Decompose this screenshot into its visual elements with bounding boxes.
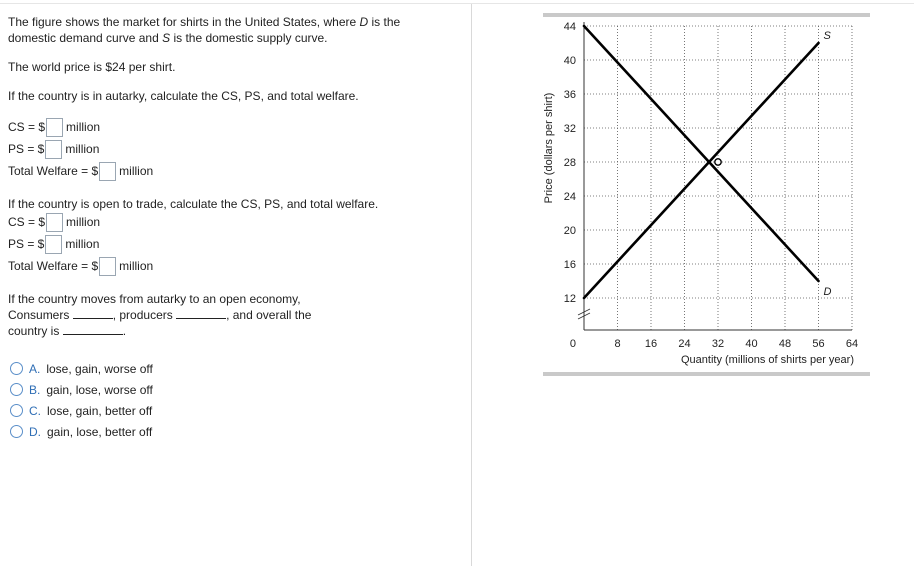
option-text: gain, lose, better off: [47, 425, 153, 439]
intro-text: is the: [368, 15, 401, 29]
option-text: lose, gain, worse off: [46, 362, 153, 376]
trade-tw-row: [8, 256, 153, 276]
intro-d-symbol: D: [359, 15, 369, 29]
radio-icon[interactable]: [10, 404, 23, 417]
consumers-text: Consumers: [8, 308, 70, 322]
trade-cs-row: [8, 212, 100, 232]
y-tick-label: 24: [563, 191, 576, 203]
option-c[interactable]: [10, 403, 152, 419]
x-tick-label: 48: [778, 338, 792, 350]
x-tick-label: 24: [678, 338, 691, 350]
s-curve-label: S: [823, 30, 831, 42]
x-tick-label: 56: [812, 338, 825, 350]
intro-line-2: [8, 30, 328, 46]
chart-panel: [540, 12, 872, 380]
y-axis-title: Price (dollars per shirt): [543, 92, 555, 204]
autarky-cs-row: [8, 117, 100, 137]
origin-label: 0: [569, 338, 576, 350]
chart-top-bar: [543, 13, 870, 17]
radio-icon[interactable]: [10, 362, 23, 375]
ps-label: PS = $: [8, 142, 45, 156]
option-text: lose, gain, better off: [47, 404, 153, 418]
world-price-text: The world price is $24 per shirt.: [8, 60, 176, 74]
move-prompt-line-3: [8, 323, 126, 339]
x-tick-label: 32: [711, 338, 725, 350]
market-chart: [540, 12, 872, 380]
intro-text: is the domestic supply curve.: [170, 31, 328, 45]
intro-text: The figure shows the market for shirts in the United States, where: [8, 15, 360, 29]
move-prompt-line-2: [8, 307, 311, 323]
option-b[interactable]: [10, 382, 153, 398]
d-curve: [584, 26, 819, 281]
y-tick-label: 40: [563, 55, 576, 67]
autarky-tw-row: [8, 161, 153, 181]
radio-icon[interactable]: [10, 425, 23, 438]
s-curve: [584, 43, 819, 298]
country-blank[interactable]: [63, 323, 123, 335]
cs-label: CS = $: [8, 120, 46, 134]
intro-text: domestic demand curve and: [8, 31, 163, 45]
unit-label: million: [66, 215, 101, 229]
trade-tw-input[interactable]: [99, 257, 116, 276]
y-tick-label: 20: [563, 225, 576, 237]
equilibrium-point: [715, 159, 721, 165]
x-tick-label: 40: [745, 338, 758, 350]
producers-blank[interactable]: [176, 307, 226, 319]
move-prompt-line-1: If the country moves from autarky to an open economy,: [8, 292, 301, 306]
x-axis-title: Quantity (millions of shirts per year): [681, 354, 854, 366]
option-letter: A.: [29, 362, 41, 376]
intro-line-1: [8, 14, 400, 30]
x-tick-label: 8: [614, 338, 621, 350]
trade-prompt: If the country is open to trade, calculate the CS, PS, and total welfare.: [8, 197, 379, 211]
option-letter: C.: [29, 404, 41, 418]
option-letter: D.: [29, 425, 41, 439]
radio-icon[interactable]: [10, 383, 23, 396]
autarky-ps-input[interactable]: [45, 140, 62, 159]
x-tick-label: 64: [845, 338, 859, 350]
period-text: .: [122, 324, 127, 338]
tw-label: Total Welfare = $: [8, 164, 99, 178]
d-curve-label: D: [823, 286, 832, 298]
y-tick-label: 16: [563, 259, 576, 271]
ps-label: PS = $: [8, 237, 45, 251]
panel-divider: [471, 4, 472, 566]
option-text: gain, lose, worse off: [46, 383, 153, 397]
overall-text: , and overall the: [226, 308, 312, 322]
unit-label: million: [66, 120, 101, 134]
top-border: [0, 3, 914, 4]
unit-label: million: [119, 259, 154, 273]
autarky-cs-input[interactable]: [46, 118, 63, 137]
unit-label: million: [65, 142, 100, 156]
tw-label: Total Welfare = $: [8, 259, 99, 273]
trade-ps-row: [8, 234, 99, 254]
cs-label: CS = $: [8, 215, 46, 229]
y-tick-label: 36: [563, 89, 576, 101]
unit-label: million: [119, 164, 154, 178]
consumers-blank[interactable]: [73, 307, 113, 319]
autarky-tw-input[interactable]: [99, 162, 116, 181]
y-tick-label: 32: [563, 123, 576, 135]
trade-ps-input[interactable]: [45, 235, 62, 254]
y-tick-label: 44: [563, 21, 576, 33]
option-a[interactable]: [10, 361, 153, 377]
chart-bottom-bar: [543, 372, 870, 376]
y-tick-label: 12: [563, 293, 576, 305]
autarky-ps-row: [8, 139, 99, 159]
option-letter: B.: [29, 383, 41, 397]
trade-cs-input[interactable]: [46, 213, 63, 232]
y-tick-label: 28: [563, 157, 576, 169]
x-tick-label: 16: [644, 338, 658, 350]
producers-text: , producers: [112, 308, 173, 322]
country-text: country is: [8, 324, 60, 338]
option-d[interactable]: [10, 424, 152, 440]
intro-s-symbol: S: [162, 31, 171, 45]
autarky-prompt: If the country is in autarky, calculate the CS, PS, and total welfare.: [8, 89, 359, 103]
unit-label: million: [65, 237, 100, 251]
